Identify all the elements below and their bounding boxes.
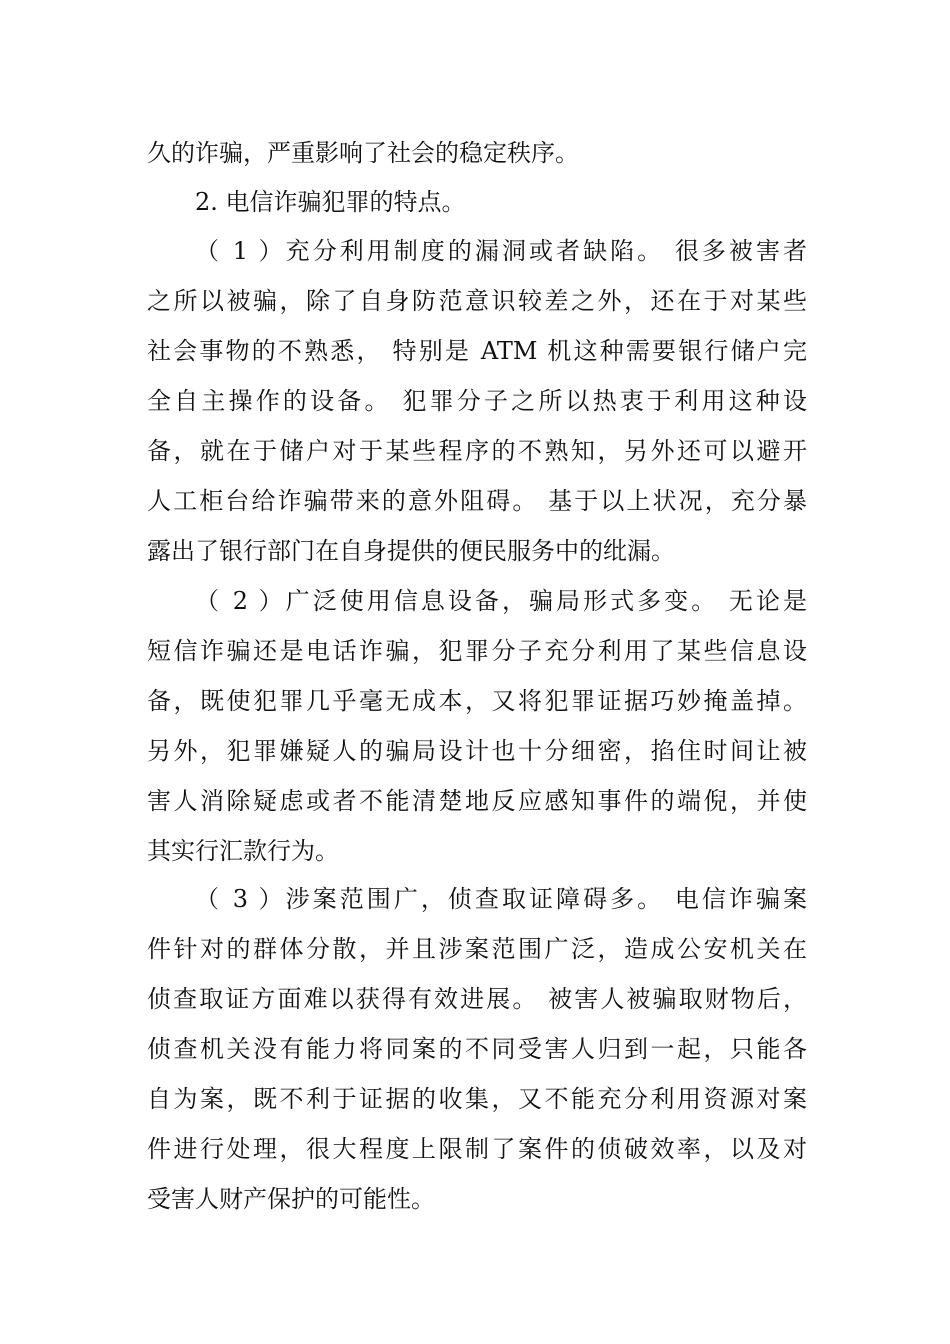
- paragraph-line: （ 2 ）广泛使用信息设备，骗局形式多变。 无论是: [195, 587, 807, 615]
- paragraph-line: （ 1 ）充分利用制度的漏洞或者缺陷。 很多被害者: [195, 237, 807, 265]
- paragraph-line: 露出了银行部门在自身提供的便民服务中的纰漏。: [147, 537, 675, 565]
- paragraph-line: 之所以被骗，除了自身防范意识较差之外，还在于对某些: [147, 287, 807, 315]
- paragraph-line: 件进行处理，很大程度上限制了案件的侦破效率，以及对: [147, 1135, 807, 1163]
- paragraph-line: 人工柜台给诈骗带来的意外阻碍。 基于以上状况，充分暴: [147, 487, 807, 515]
- paragraph-line: （ 3 ）涉案范围广，侦查取证障碍多。 电信诈骗案: [195, 885, 807, 913]
- paragraph-line: 侦查取证方面难以获得有效进展。 被害人被骗取财物后，: [147, 985, 807, 1013]
- paragraph-line: 备，既使犯罪几乎毫无成本，又将犯罪证据巧妙掩盖掉。: [147, 687, 807, 715]
- paragraph-line: 久的诈骗，严重影响了社会的稳定秩序。: [147, 139, 579, 167]
- paragraph-line: 害人消除疑虑或者不能清楚地反应感知事件的端倪，并使: [147, 787, 807, 815]
- paragraph-line: 社会事物的不熟悉， 特别是 ATM 机这种需要银行储户完: [147, 337, 807, 365]
- paragraph-line: 其实行汇款行为。: [147, 837, 339, 865]
- paragraph-line: 自为案，既不利于证据的收集，又不能充分利用资源对案: [147, 1085, 807, 1113]
- paragraph-line: 备，就在于储户对于某些程序的不熟知，另外还可以避开: [147, 437, 807, 465]
- paragraph-line: 件针对的群体分散，并且涉案范围广泛，造成公安机关在: [147, 935, 807, 963]
- section-heading: 2. 电信诈骗犯罪的特点。: [195, 188, 466, 216]
- paragraph-line: 侦查机关没有能力将同案的不同受害人归到一起，只能各: [147, 1035, 807, 1063]
- paragraph-line: 受害人财产保护的可能性。: [147, 1185, 435, 1213]
- paragraph-line: 短信诈骗还是电话诈骗，犯罪分子充分利用了某些信息设: [147, 637, 807, 665]
- paragraph-line: 另外，犯罪嫌疑人的骗局设计也十分细密，掐住时间让被: [147, 737, 807, 765]
- paragraph-line: 全自主操作的设备。 犯罪分子之所以热衷于利用这种设: [147, 387, 807, 415]
